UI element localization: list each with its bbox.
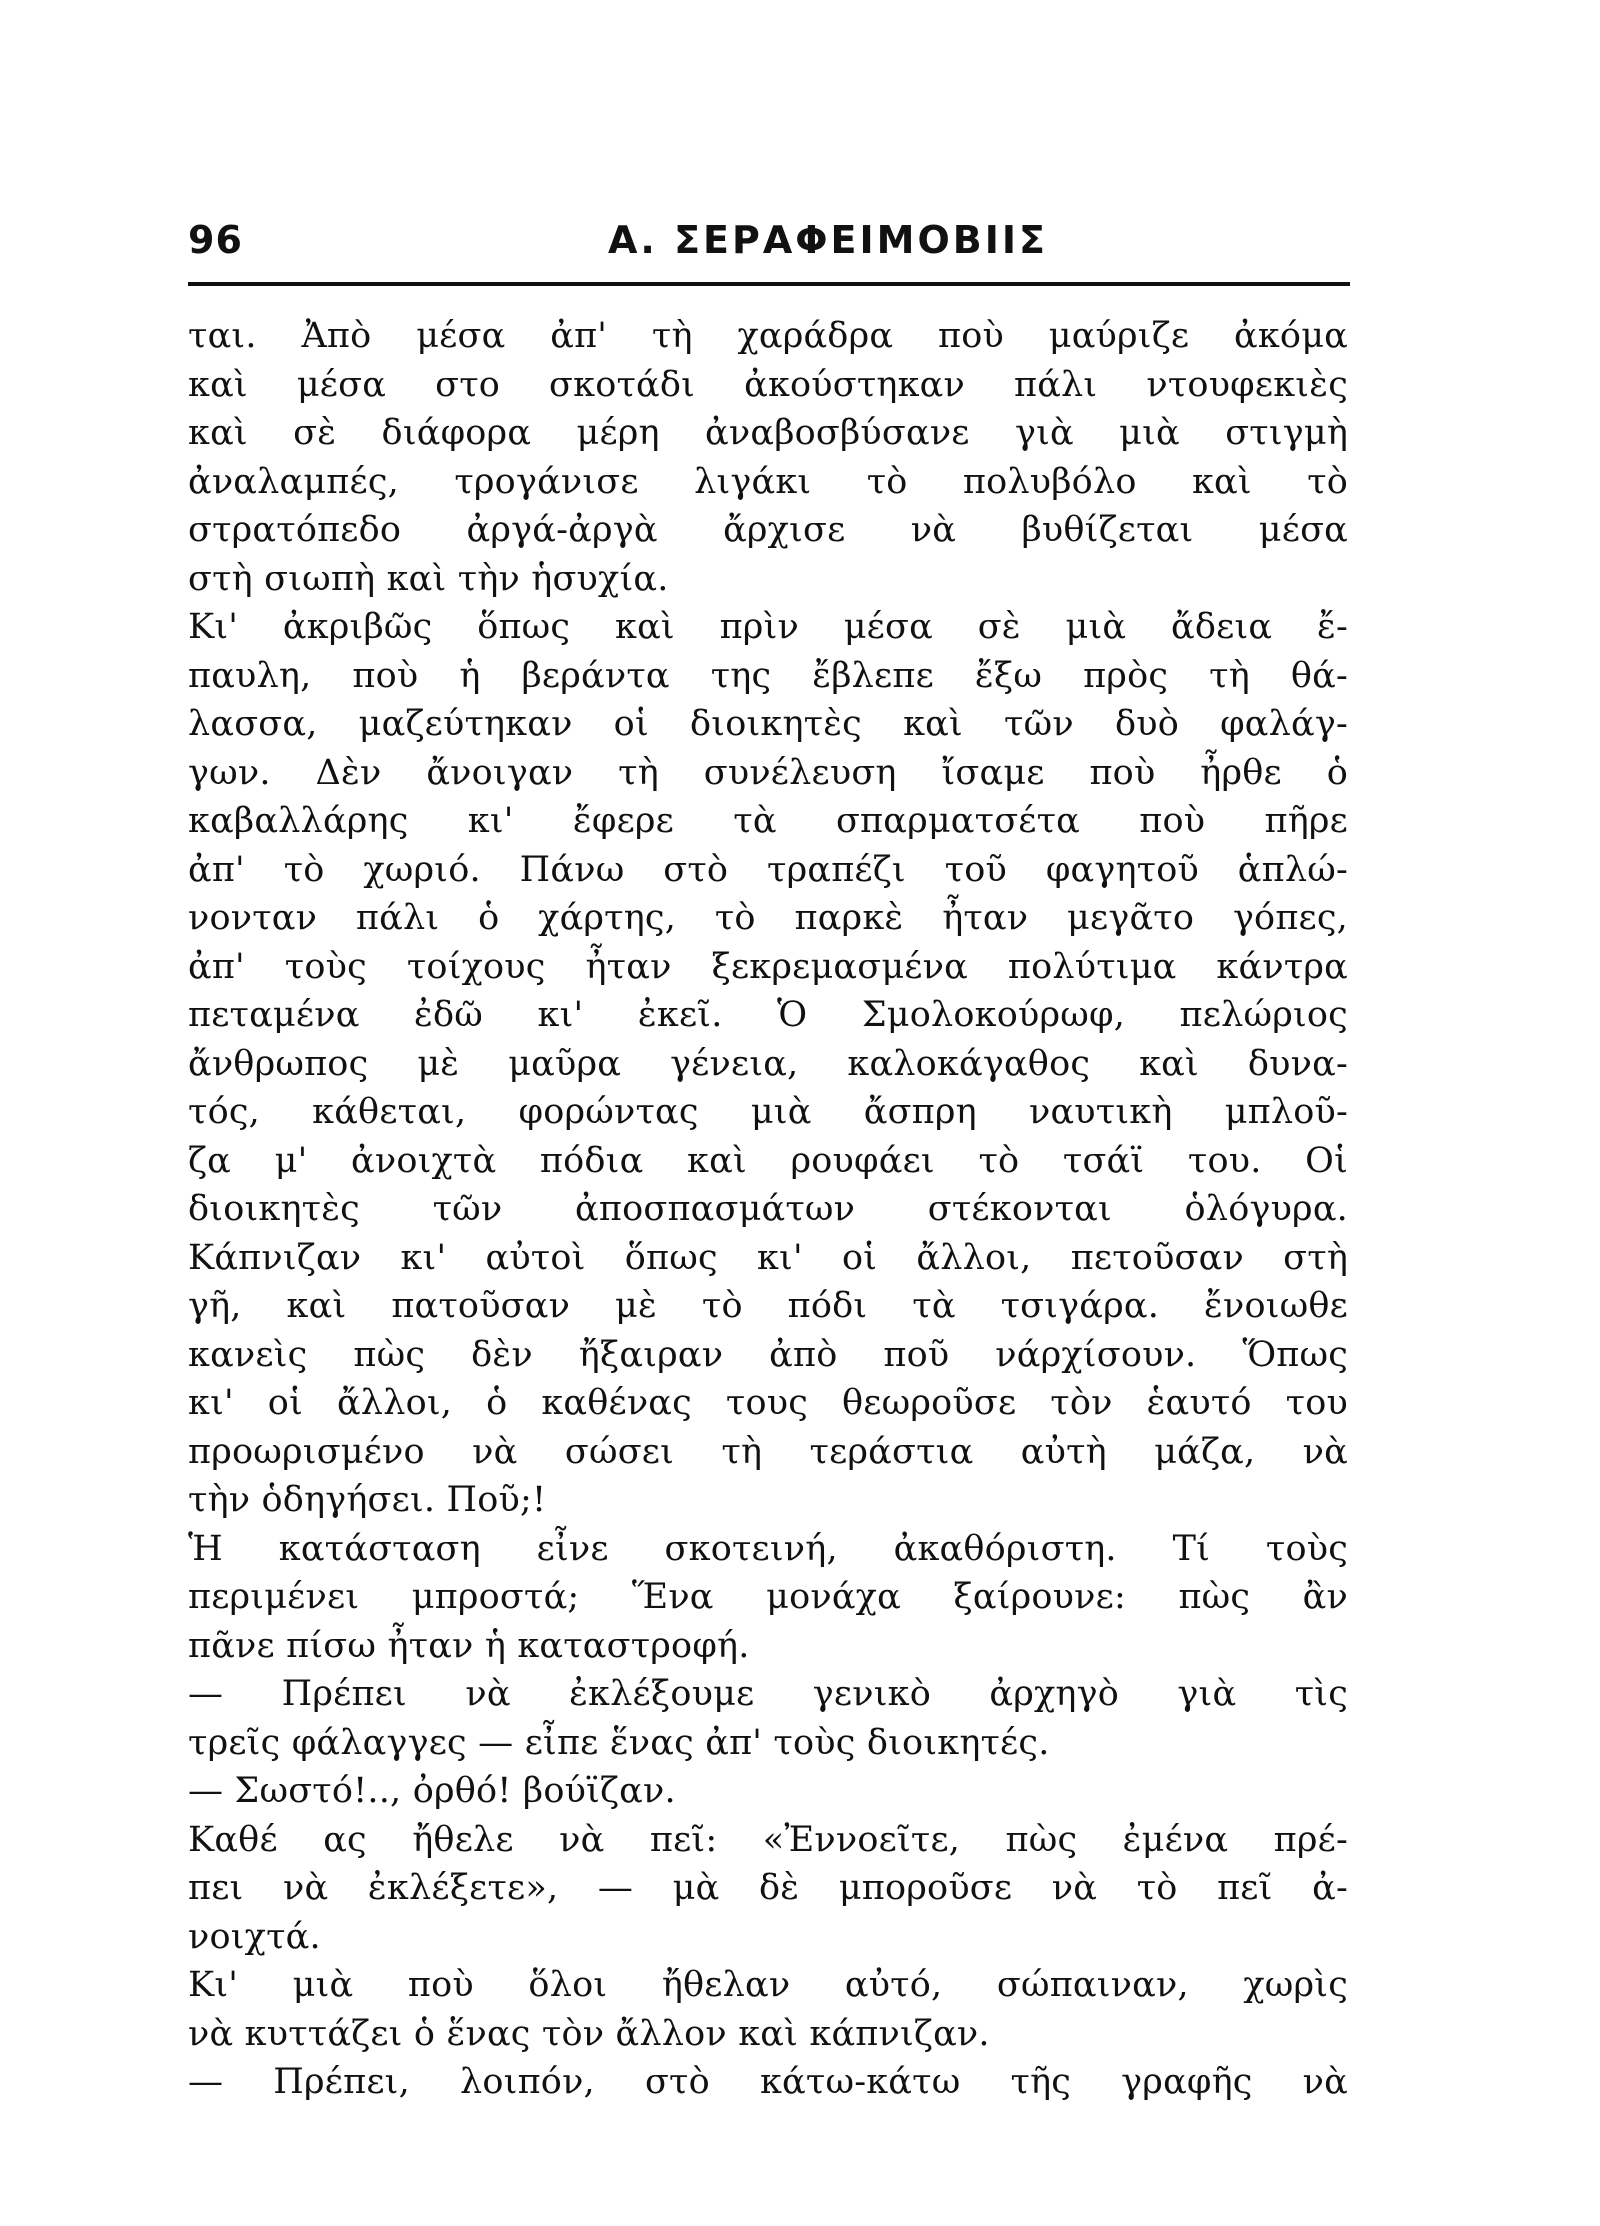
text-line: πεταμένα ἐδῶ κι' ἐκεῖ. Ὁ Σμολοκούρωφ, πελώριος [188,995,1348,1035]
text-line: — Πρέπει, λοιπόν, στὸ κάτω-κάτω τῆς γραφῆς νὰ [188,2062,1348,2102]
text-line: πει νὰ ἐκλέξετε», — μὰ δὲ μποροῦσε νὰ τὸ πεῖ ἀ- [188,1868,1348,1908]
text-line: καβαλλάρης κι' ἔφερε τὰ σπαρματσέτα ποὺ πῆρε [188,801,1348,841]
text-line: ἀπ' τοὺς τοίχους ἦταν ξεκρεμασμένα πολύτιμα κάντρα [188,946,1348,987]
text-line: στὴ σιωπὴ καὶ τὴν ἡσυχία. [188,558,669,599]
text-line: κανεὶς πὼς δὲν ἤξαιραν ἀπὸ ποῦ νάρχίσουν. Ὅπως [188,1334,1348,1375]
text-line: πᾶνε πίσω ἦταν ἡ καταστροφή. [188,1625,750,1666]
text-line: νὰ κυττάζει ὁ ἕνας τὸν ἄλλον καὶ κάπνιζαν. [188,2013,990,2054]
text-line: τός, κάθεται, φορώντας μιὰ ἄσπρη ναυτικὴ μπλοῦ- [188,1092,1348,1132]
header-rule [188,282,1350,286]
text-line: Κάπνιζαν κι' αὐτοὶ ὅπως κι' οἱ ἄλλοι, πετοῦσαν στὴ [188,1237,1348,1278]
text-line: Κι' ἀκριβῶς ὅπως καὶ πρὶν μέσα σὲ μιὰ ἄδεια ἔ- [188,607,1348,647]
text-line: λασσα, μαζεύτηκαν οἱ διοικητὲς καὶ τῶν δυὸ φαλάγ- [188,704,1348,744]
text-line: γῆ, καὶ πατοῦσαν μὲ τὸ πόδι τὰ τσιγάρα. ἔνοιωθε [188,1286,1348,1326]
text-line: νονταν πάλι ὁ χάρτης, τὸ παρκὲ ἦταν μεγᾶτο γόπες, [188,898,1348,938]
text-line: γων. Δὲν ἄνοιγαν τὴ συνέλευση ἴσαμε ποὺ ἦρθε ὁ [188,752,1348,793]
text-line: καὶ μέσα στο σκοτάδι ἀκούστηκαν πάλι ντουφεκιὲς [188,364,1348,405]
text-line: διοικητὲς τῶν ἀποσπασμάτων στέκονται ὁλόγυρα. [188,1189,1348,1229]
text-line: ἀναλαμπές, τρογάνισε λιγάκι τὸ πολυβόλο καὶ τὸ [188,461,1348,502]
page-header [188,218,1350,266]
text-line: ἀπ' τὸ χωριό. Πάνω στὸ τραπέζι τοῦ φαγητοῦ ἁπλώ- [188,849,1348,890]
text-line: στρατόπεδο ἀργά-ἀργὰ ἄρχισε νὰ βυθίζεται μέσα [188,510,1348,550]
text-line: Κι' μιὰ ποὺ ὅλοι ἤθελαν αὐτό, σώπαιναν, χωρὶς [188,1965,1348,2005]
body-text [188,312,1348,2107]
page-number: 96 [188,218,243,262]
text-line: — Σωστό!.., ὀρθό! βούϊζαν. [188,1771,676,1811]
text-line: Καθέ ας ἤθελε νὰ πεῖ: «Ἐννοεῖτε, πὼς ἐμένα πρέ- [188,1819,1348,1860]
text-line: περιμένει μπροστά; Ἕνα μονάχα ξαίρουνε: πὼς ἂν [188,1577,1348,1617]
text-line: παυλη, ποὺ ἡ βεράντα της ἔβλεπε ἔξω πρὸς τὴ θά- [188,655,1348,696]
running-head: Α. ΣΕΡΑΦΕΙΜΟΒΙΙΣ [608,218,1048,262]
text-line: ἄνθρωπος μὲ μαῦρα γένεια, καλοκάγαθος καὶ δυνα- [188,1043,1348,1084]
text-line: ται. Ἀπὸ μέσα ἀπ' τὴ χαράδρα ποὺ μαύριζε ἀκόμα [188,316,1348,356]
text-line: καὶ σὲ διάφορα μέρη ἀναβοσβύσανε γιὰ μιὰ στιγμὴ [188,413,1348,453]
text-line: — Πρέπει νὰ ἐκλέξουμε γενικὸ ἀρχηγὸ γιὰ τὶς [188,1674,1348,1714]
text-line: τὴν ὁδηγήσει. Ποῦ;! [188,1480,547,1520]
text-line: κι' οἱ ἄλλοι, ὁ καθένας τους θεωροῦσε τὸν ἑαυτό του [188,1383,1348,1423]
text-line: Ἡ κατάσταση εἶνε σκοτεινή, ἀκαθόριστη. Τί τοὺς [188,1528,1348,1569]
text-line: τρεῖς φάλαγγες — εἶπε ἕνας ἀπ' τοὺς διοικητές. [188,1722,1050,1763]
text-line: νοιχτά. [188,1916,321,1957]
text-line: ζα μ' ἀνοιχτὰ πόδια καὶ ρουφάει τὸ τσάϊ του. Οἱ [188,1140,1348,1181]
text-line: προωρισμένο νὰ σώσει τὴ τεράστια αὐτὴ μάζα, νὰ [188,1431,1348,1472]
